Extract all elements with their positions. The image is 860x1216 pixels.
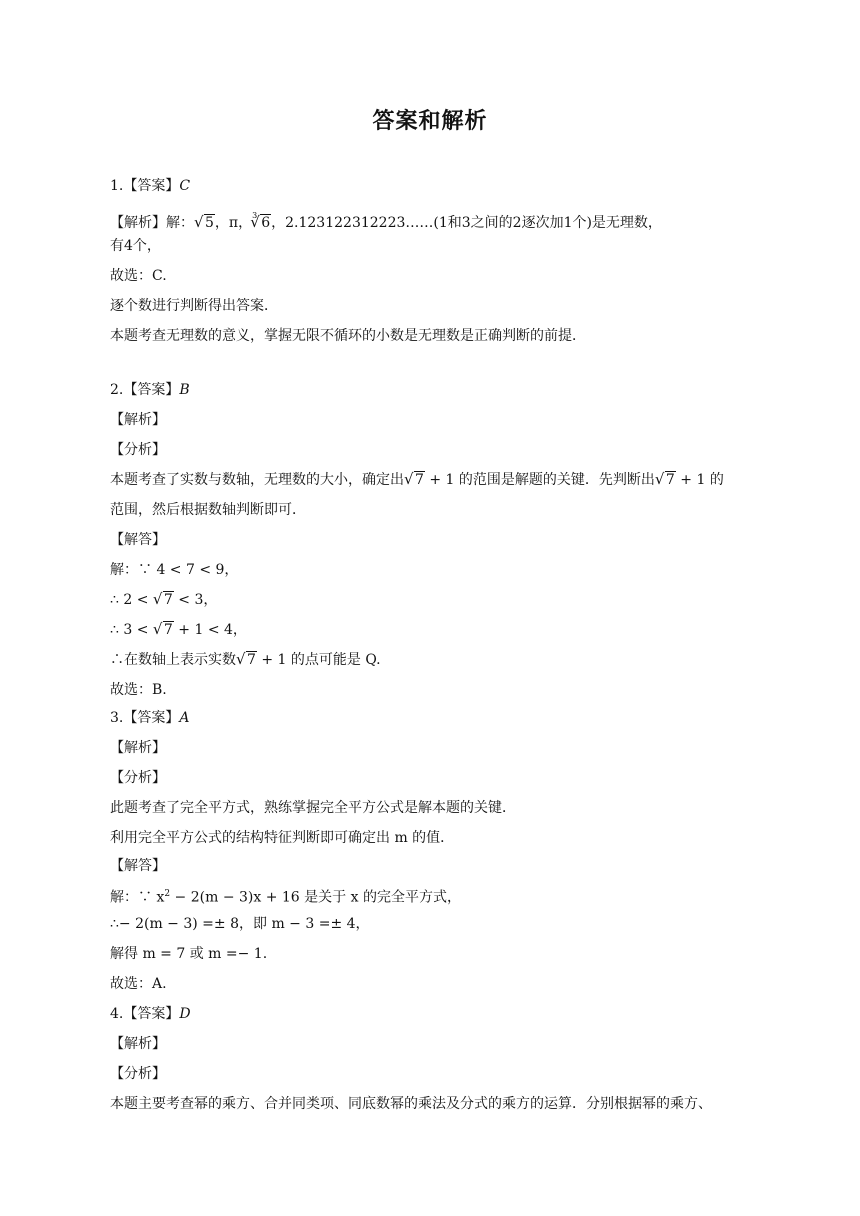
q2-line: ∴ 3 < √ 7 + 1 < 4，: [110, 620, 764, 640]
sqrt-symbol: √ 7: [656, 470, 676, 490]
cbrt-symbol: √ 6: [251, 213, 271, 233]
analysis-label: 【解析】: [110, 1036, 166, 1052]
q4-answer: D: [179, 1006, 191, 1022]
sqrt-symbol: √ 7: [154, 620, 174, 640]
sqrt-symbol: √ 5: [195, 213, 215, 233]
jieda-label: 【解答】: [110, 532, 166, 548]
analysis-label: 【解析】: [110, 740, 166, 756]
jieda-label: 【解答】: [110, 858, 166, 874]
q3-line: 解：∵ $x^2 - 2(m - 3)x + 16$ 是关于 x 的完全平方式，: [110, 889, 461, 906]
q2-answer: B: [179, 382, 190, 398]
q2-line: ∴在数轴上表示实数√ 7 + 1 的点可能是 Q.: [110, 650, 764, 670]
q4-answer-line: 4.【答案】D: [110, 1006, 191, 1022]
sqrt-symbol: √ 7: [405, 470, 425, 490]
q2-line: 范围，然后根据数轴判断即可．: [110, 502, 306, 518]
page-title: 答案和解析: [372, 109, 488, 134]
q2-fenxi-line: 本题考查了实数与数轴，无理数的大小，确定出√ 7 + 1 的范围是解题的关键．先判断出√ 7 + 1 的: [110, 470, 764, 490]
answer-label: 【答案】: [123, 178, 180, 194]
q1-line: 有4个，: [110, 238, 161, 254]
q2-line: 故选：B.: [110, 682, 167, 698]
q1-analysis-line: 【解析】解：√ 5，π，$^3$√ 6，2.123122312223……(1和3之间的2逐次加1个)是无理数，: [110, 206, 764, 233]
q3-line: 故选：A.: [110, 976, 167, 992]
q3-line: 解得 m = 7 或 m =− 1.: [110, 946, 268, 962]
q2-number: 2.: [110, 382, 124, 398]
q3-answer: A: [179, 710, 190, 726]
q1-answer-line: [110, 176, 764, 196]
analysis-label: 【解析】: [110, 215, 166, 231]
q2-answer-line: 2.【答案】B: [110, 382, 190, 398]
q3-line: 利用完全平方公式的结构特征判断即可确定出 m 的值．: [110, 830, 455, 846]
q1-number: 1.: [110, 178, 124, 194]
q1-line: 故选：C.: [110, 268, 167, 284]
fenxi-label: 【分析】: [110, 442, 166, 458]
q3-line: ∴− 2(m − 3) =± 8，即 m − 3 =± 4，: [110, 916, 370, 932]
sqrt-symbol: √ 7: [154, 590, 174, 610]
q2-line: ∴ 2 < √ 7 < 3，: [110, 590, 764, 610]
q4-number: 4.: [110, 1006, 124, 1022]
q3-answer-line: 3.【答案】A: [110, 710, 190, 726]
sqrt-symbol: √ 7: [237, 650, 257, 670]
fenxi-label: 【分析】: [110, 1066, 166, 1082]
q2-line: 解：∵ 4 < 7 < 9，: [110, 562, 239, 578]
q1-line: 本题考查无理数的意义，掌握无限不循环的小数是无理数是正确判断的前提．: [110, 328, 586, 344]
q3-number: 3.: [110, 710, 124, 726]
q1-answer: C: [179, 178, 191, 194]
q1-line: 逐个数进行判断得出答案．: [110, 298, 278, 314]
q3-line: 此题考查了完全平方式，熟练掌握完全平方公式是解本题的关键．: [110, 800, 516, 816]
fenxi-label: 【分析】: [110, 770, 166, 786]
q4-line: 本题主要考查幂的乘方、合并同类项、同底数幂的乘法及分式的乘方的运算．分别根据幂的乘方、: [110, 1096, 712, 1112]
analysis-label: 【解析】: [110, 412, 166, 428]
